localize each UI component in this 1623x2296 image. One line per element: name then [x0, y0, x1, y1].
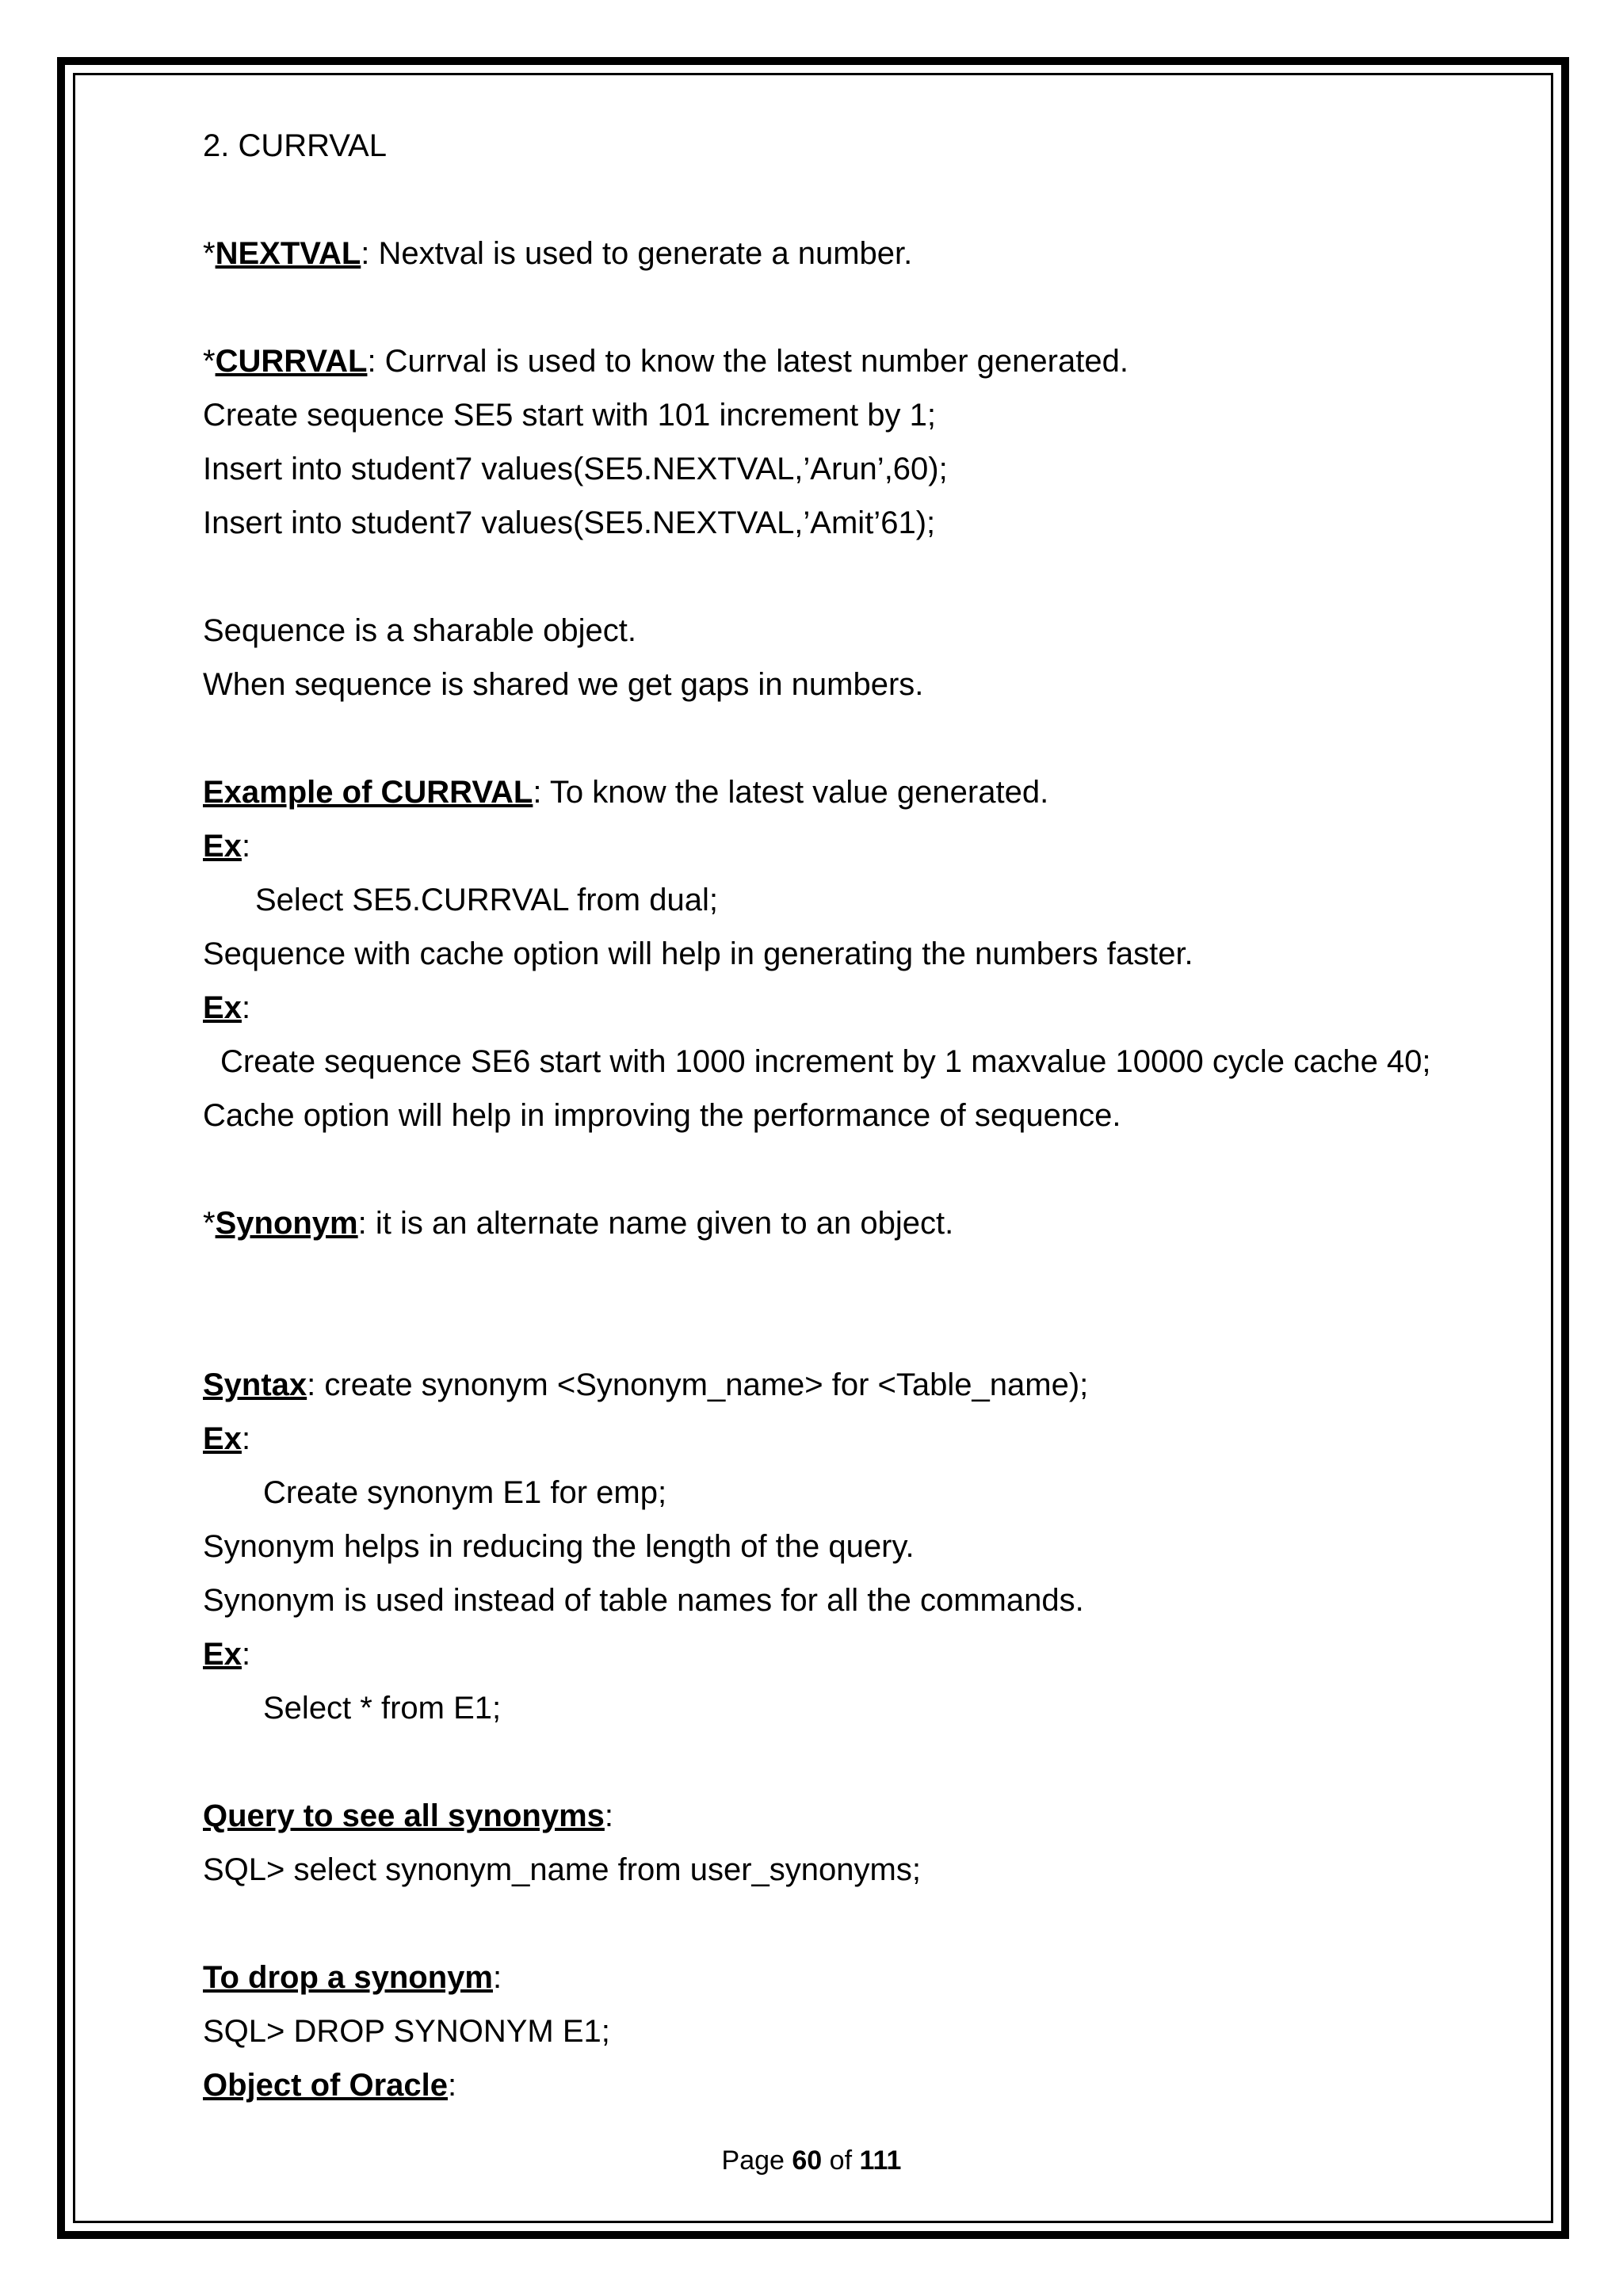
current-page: 60 [792, 2145, 823, 2176]
synonym-length-text: Synonym helps in reducing the length of the query. [203, 1529, 915, 1564]
nextval-description: : Nextval is used to generate a number. [361, 236, 913, 271]
syntax-term: Syntax [203, 1367, 307, 1402]
nextval-definition [203, 227, 1550, 280]
ex-term: Ex [203, 829, 242, 864]
ex-term: Ex [203, 990, 242, 1025]
cache-option-text: Sequence with cache option will help in generating the numbers faster. [203, 936, 1193, 971]
code-select-currval: Select SE5.CURRVAL from dual; [255, 883, 718, 917]
asterisk: * [203, 1206, 216, 1241]
ex-colon: : [241, 1421, 251, 1456]
total-pages: 111 [859, 2145, 902, 2176]
synonym-description: : it is an alternate name given to an object. [357, 1206, 954, 1241]
code-select-synonyms: SQL> select synonym_name from user_synonyms; [203, 1852, 921, 1887]
example-currval-description: : To know the latest value generated. [533, 775, 1049, 810]
example-currval-heading [203, 765, 1550, 819]
code-drop-synonym: SQL> DROP SYNONYM E1; [203, 2014, 610, 2049]
syntax-line [203, 1358, 1550, 1412]
cache-performance-text: Cache option will help in improving the performance of sequence. [203, 1098, 1121, 1133]
colon: : [604, 1798, 613, 1833]
code-select-e1: Select * from E1; [263, 1691, 502, 1726]
currval-term: CURRVAL [215, 344, 368, 379]
ex-colon: : [241, 1637, 251, 1672]
syntax-description: : create synonym <Synonym_name> for <Table_name); [307, 1367, 1089, 1402]
page-number [0, 2141, 1623, 2180]
ex-colon: : [241, 829, 251, 864]
drop-synonym-term: To drop a synonym [203, 1960, 493, 1995]
colon: : [447, 2068, 457, 2103]
synonym-term: Synonym [215, 1206, 358, 1241]
code-insert-amit: Insert into student7 values(SE5.NEXTVAL,’Amit’61); [203, 505, 936, 540]
query-synonyms-heading [203, 1789, 1550, 1843]
object-of-oracle-heading [203, 2058, 1550, 2112]
drop-synonym-heading [203, 1951, 1550, 2004]
ex-label [203, 981, 1550, 1035]
code-create-sequence-se6: Create sequence SE6 start with 1000 increment by 1 maxvalue 10000 cycle cache 40; [220, 1044, 1431, 1079]
currval-definition [203, 334, 1550, 388]
ex-term: Ex [203, 1421, 242, 1456]
ex-label [203, 819, 1550, 873]
synonym-definition [203, 1196, 1550, 1250]
of-label: of [822, 2145, 860, 2176]
sequence-gaps-text: When sequence is shared we get gaps in numbers. [203, 667, 924, 702]
code-create-sequence-se5: Create sequence SE5 start with 101 increment by 1; [203, 398, 936, 433]
ex-label [203, 1627, 1550, 1681]
page-label: Page [721, 2145, 792, 2176]
ex-colon: : [241, 990, 251, 1025]
currval-description: : Currval is used to know the latest number generated. [367, 344, 1128, 379]
colon: : [492, 1960, 502, 1995]
query-synonyms-term: Query to see all synonyms [203, 1798, 605, 1833]
ex-term: Ex [203, 1637, 242, 1672]
code-create-synonym: Create synonym E1 for emp; [263, 1475, 667, 1510]
asterisk: * [203, 236, 216, 271]
example-currval-term: Example of CURRVAL [203, 775, 533, 810]
ex-label [203, 1412, 1550, 1466]
object-of-oracle-term: Object of Oracle [203, 2068, 448, 2103]
asterisk: * [203, 344, 216, 379]
code-insert-arun: Insert into student7 values(SE5.NEXTVAL,’Arun’,60); [203, 452, 948, 486]
synonym-usage-text: Synonym is used instead of table names for all the commands. [203, 1583, 1084, 1618]
sequence-sharable-text: Sequence is a sharable object. [203, 613, 637, 648]
list-item-currval: 2. CURRVAL [203, 128, 387, 163]
nextval-term: NEXTVAL [215, 236, 361, 271]
document-body [203, 119, 1550, 2112]
